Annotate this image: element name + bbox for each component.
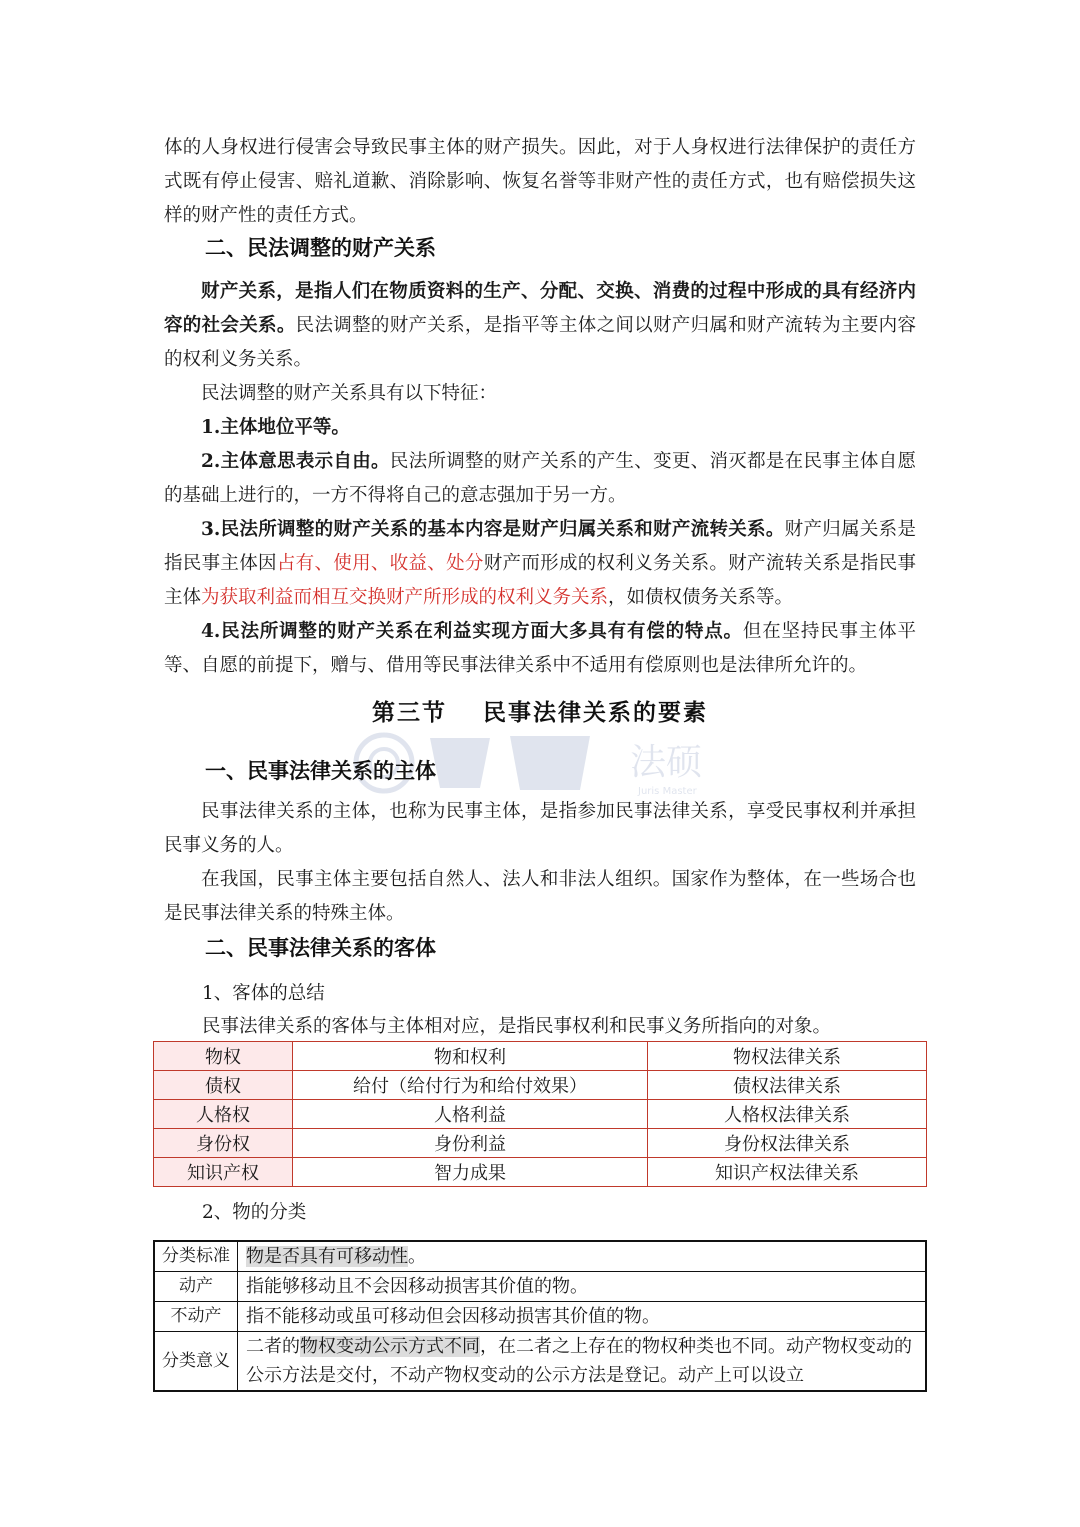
table-cell: 知识产权 bbox=[154, 1158, 293, 1187]
subject-paragraph-1: 民事法律关系的主体，也称为民事主体，是指参加民事法律关系，享受民事权利并承担民事义务的人。 bbox=[164, 801, 916, 856]
table-cell: 知识产权法律关系 bbox=[648, 1158, 927, 1187]
features-intro: 民法调整的财产关系具有以下特征： bbox=[201, 383, 498, 404]
row-key: 分类意义 bbox=[154, 1332, 238, 1392]
feature-3-emphasis-1: 占有、使用、收益、处分 bbox=[276, 553, 484, 574]
heading-property-relations: 二、民法调整的财产关系 bbox=[205, 236, 436, 260]
table-cell: 给付（给付行为和给付效果） bbox=[293, 1071, 648, 1100]
section-name: 民事法律关系的要素 bbox=[483, 699, 708, 726]
feature-2-title: 2.主体意思表示自由。 bbox=[201, 451, 390, 472]
table-row bbox=[154, 1129, 927, 1158]
feature-2 bbox=[164, 445, 916, 513]
svg-text:Juris Master: Juris Master bbox=[638, 786, 697, 797]
definition-text: 民法调整的财产关系，是指平等主体之间以财产归属和财产流转为主要内容的权利义务关系。 bbox=[164, 315, 916, 370]
table-row bbox=[154, 1302, 926, 1332]
feature-4 bbox=[164, 615, 916, 683]
classification-table bbox=[153, 1240, 927, 1392]
table-cell: 身份权法律关系 bbox=[648, 1129, 927, 1158]
table-cell: 债权 bbox=[154, 1071, 293, 1100]
object-summary-label: 1、客体的总结 bbox=[202, 983, 325, 1004]
row-key: 分类标准 bbox=[154, 1241, 238, 1272]
table-cell: 智力成果 bbox=[293, 1158, 648, 1187]
section-number: 第三节 bbox=[372, 699, 447, 726]
feature-3-text-c: ，如债权债务关系等。 bbox=[608, 587, 794, 608]
property-definition bbox=[164, 275, 916, 377]
continued-paragraph bbox=[164, 131, 916, 233]
feature-1: 1.主体地位平等。 bbox=[201, 417, 350, 438]
table-row bbox=[154, 1042, 927, 1071]
value-text: 。 bbox=[408, 1246, 426, 1267]
value-text: ，在二者之上存在的物权种类也不同。动产物权变动的公示方法是交付，不动产物权变动的公示方法是登记。动产上可以设立 bbox=[246, 1336, 912, 1386]
row-value: 指能够移动且不会因移动损害其价值的物。 bbox=[238, 1272, 927, 1302]
highlight-text: 物权变动公示方式不同 bbox=[300, 1336, 480, 1357]
feature-3 bbox=[164, 513, 916, 615]
table-cell: 物权法律关系 bbox=[648, 1042, 927, 1071]
feature-4-title: 4.民法所调整的财产关系在利益实现方面大多具有有偿的特点。 bbox=[201, 621, 743, 642]
bold-definition: 财产关系，是指人们在物质资料的生产、分配、交换、消费的过程中形成的具有经济内容的社会关系。 bbox=[164, 281, 916, 336]
table-row bbox=[154, 1158, 927, 1187]
table-cell: 债权法律关系 bbox=[648, 1071, 927, 1100]
svg-text:法硕: 法硕 bbox=[630, 742, 703, 783]
section-title bbox=[0, 694, 1080, 727]
table-row bbox=[154, 1071, 927, 1100]
feature-3-title: 3.民法所调整的财产关系的基本内容是财产归属关系和财产流转关系。 bbox=[201, 519, 785, 540]
object-table bbox=[153, 1041, 927, 1187]
table-cell: 身份权 bbox=[154, 1129, 293, 1158]
row-value: 指不能移动或虽可移动但会因移动损害其价值的物。 bbox=[238, 1302, 927, 1332]
object-intro: 民事法律关系的客体与主体相对应，是指民事权利和民事义务所指向的对象。 bbox=[202, 1016, 832, 1037]
row-key: 不动产 bbox=[154, 1302, 238, 1332]
table-cell: 人格利益 bbox=[293, 1100, 648, 1129]
table-row bbox=[154, 1272, 926, 1302]
feature-3-emphasis-2: 为获取利益而相互交换财产所形成的权利义务关系 bbox=[201, 587, 609, 608]
table-cell: 身份利益 bbox=[293, 1129, 648, 1158]
heading-object: 二、民事法律关系的客体 bbox=[205, 936, 436, 960]
row-value bbox=[238, 1241, 927, 1272]
highlight-text: 物是否具有可移动性 bbox=[246, 1246, 408, 1267]
table-cell: 人格权法律关系 bbox=[648, 1100, 927, 1129]
feature-3-text-a: 财产归属关系是指民事主体因 bbox=[164, 519, 916, 574]
feature-2-text: 民法所调整的财产关系的产生、变更、消灭都是在民事主体自愿的基础上进行的，一方不得将自己的意志强加于另一方。 bbox=[164, 451, 916, 506]
row-value bbox=[238, 1332, 927, 1392]
table-cell: 物权 bbox=[154, 1042, 293, 1071]
feature-3-text-b: 财产而形成的权利义务关系。财产流转关系是指民事主体 bbox=[164, 553, 916, 608]
classification-label: 2、物的分类 bbox=[202, 1202, 307, 1223]
row-key: 动产 bbox=[154, 1272, 238, 1302]
property-section bbox=[164, 275, 916, 683]
feature-4-text: 但在坚持民事主体平等、自愿的前提下，赠与、借用等民事法律关系中不适用有偿原则也是法律所允许的。 bbox=[164, 621, 916, 676]
paragraph-text: 体的人身权进行侵害会导致民事主体的财产损失。因此，对于人身权进行法律保护的责任方式既有停止侵害、赔礼道歉、消除影响、恢复名誉等非财产性的责任方式，也有赔偿损失这样的财产性的责任方式。 bbox=[164, 137, 916, 226]
table-cell: 物和权利 bbox=[293, 1042, 648, 1071]
heading-subject: 一、民事法律关系的主体 bbox=[205, 759, 436, 783]
table-row bbox=[154, 1100, 927, 1129]
table-row bbox=[154, 1241, 926, 1272]
subject-section bbox=[164, 795, 916, 931]
table-cell: 人格权 bbox=[154, 1100, 293, 1129]
subject-paragraph-2: 在我国，民事主体主要包括自然人、法人和非法人组织。国家作为整体，在一些场合也是民事法律关系的特殊主体。 bbox=[164, 869, 916, 924]
value-text: 二者的 bbox=[246, 1336, 300, 1357]
table-row bbox=[154, 1332, 926, 1392]
